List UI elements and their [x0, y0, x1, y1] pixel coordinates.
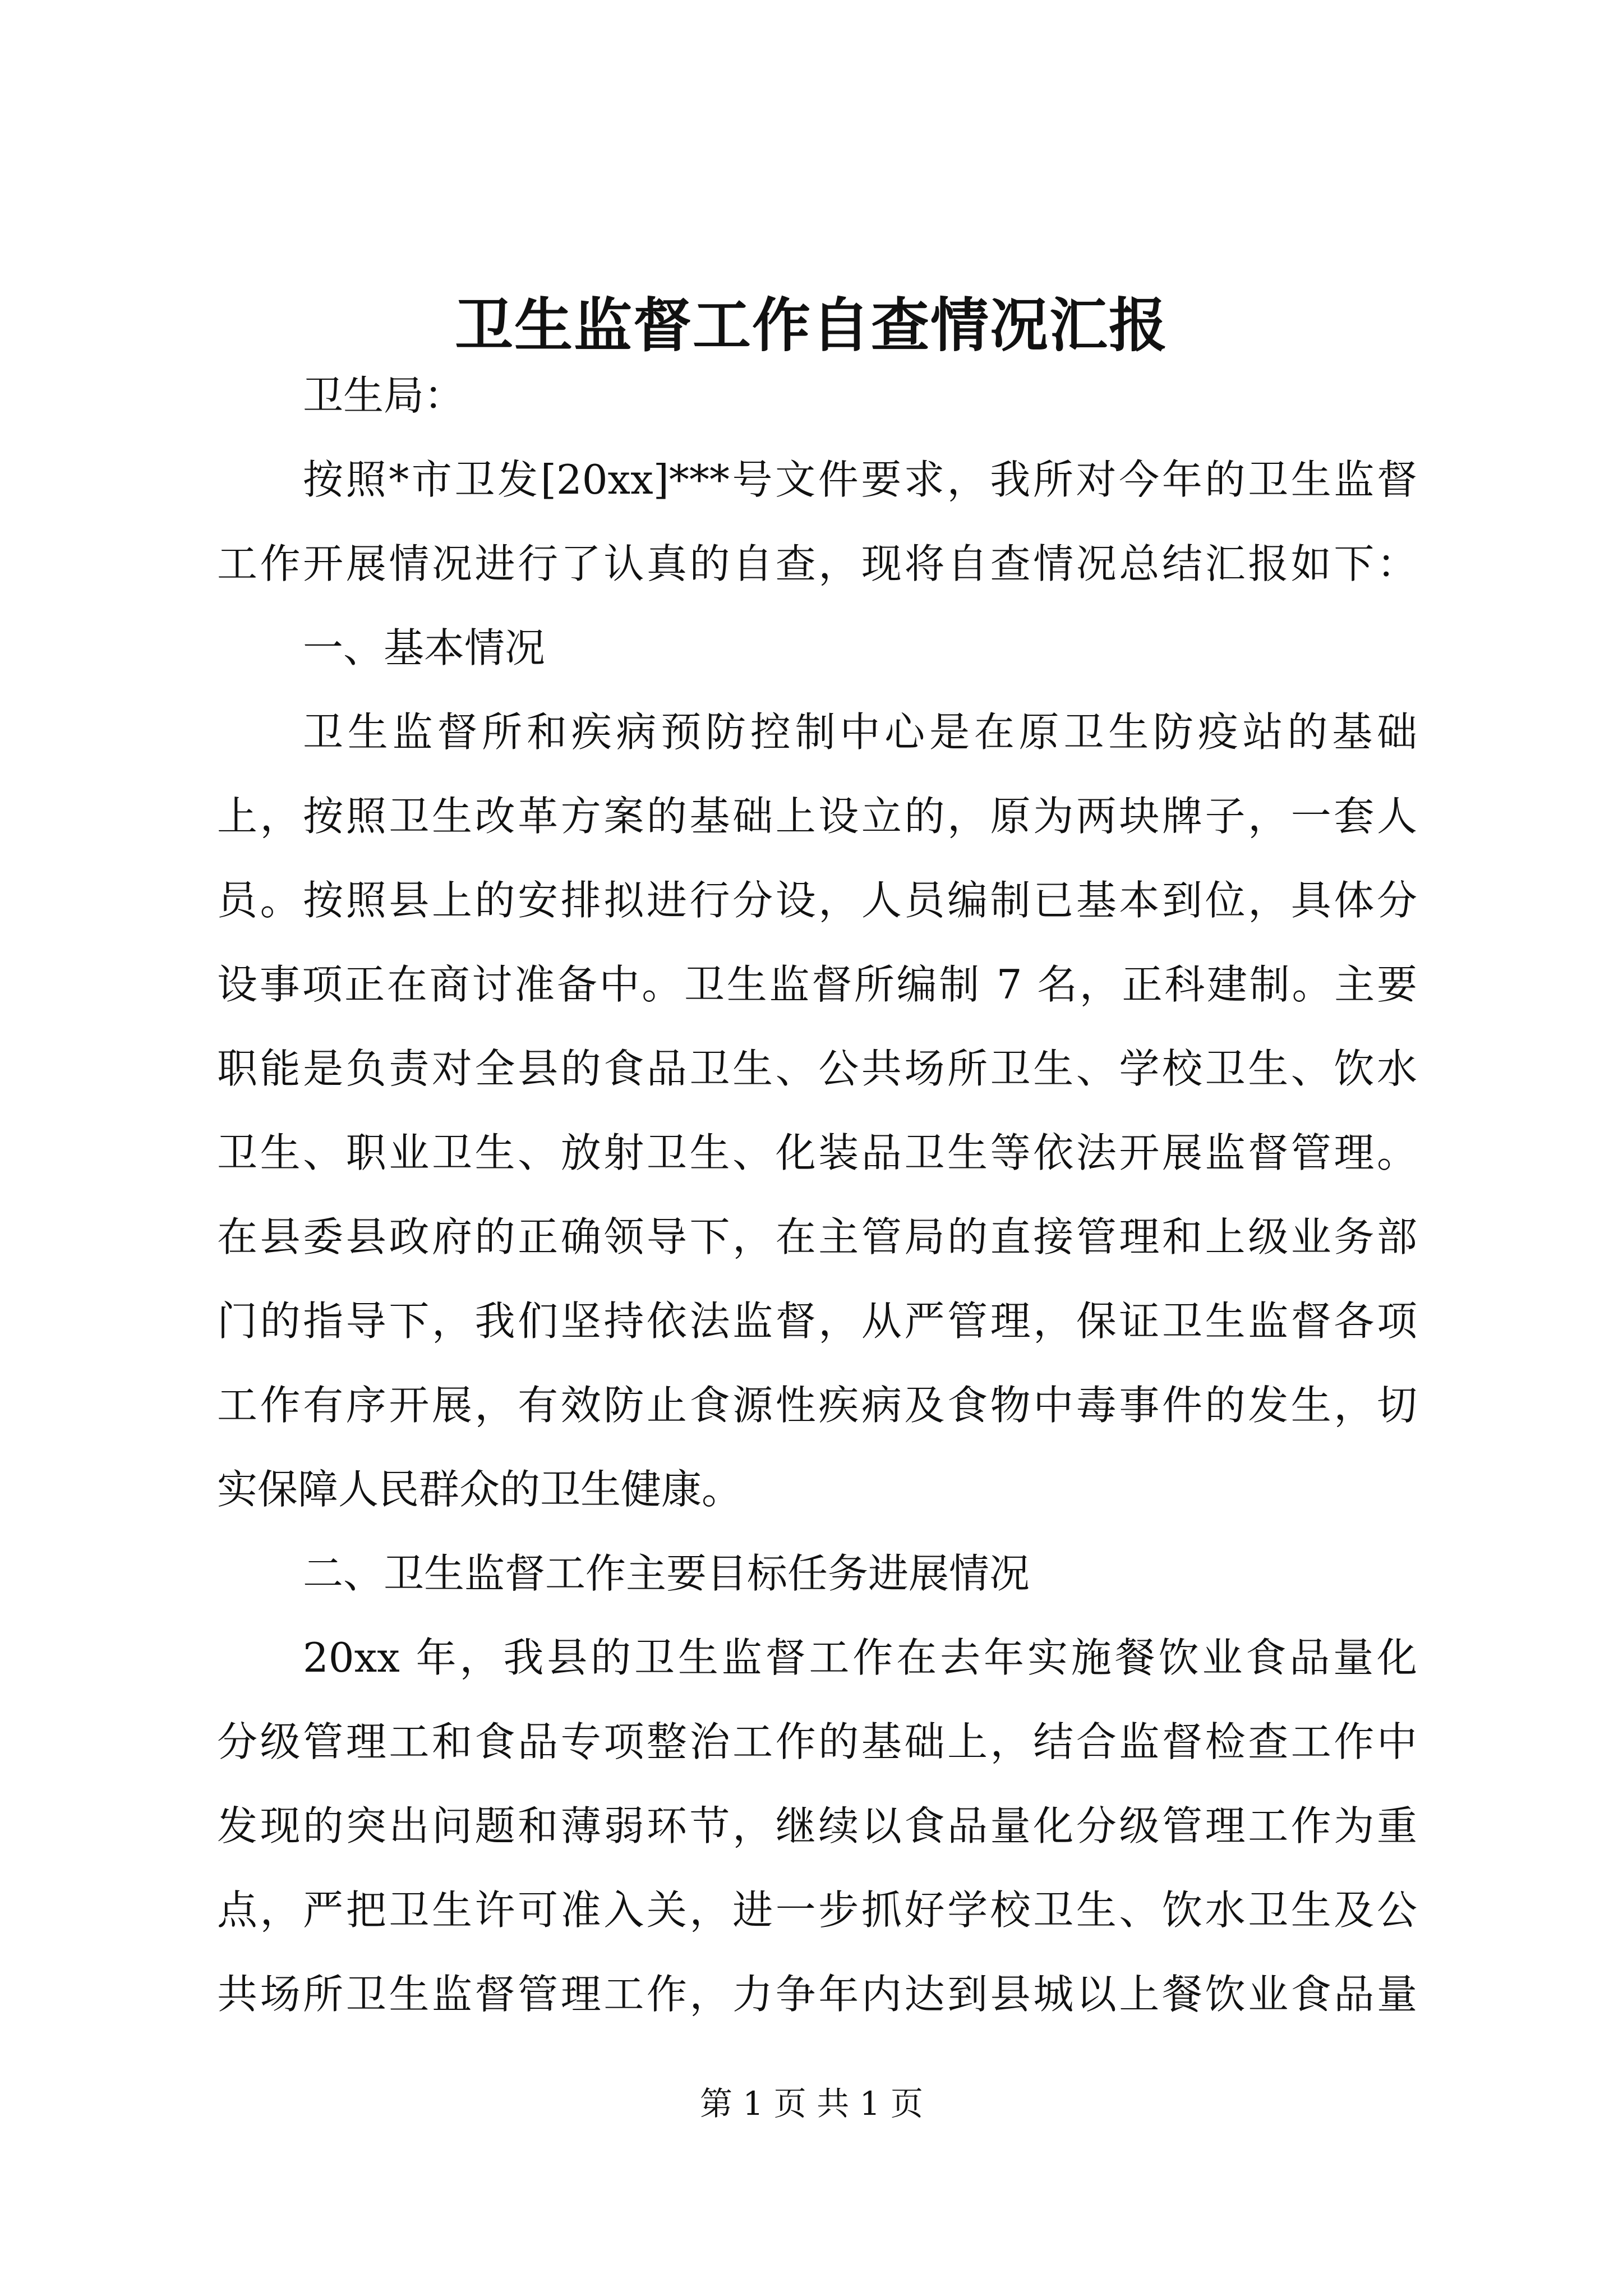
page-footer: 第 1 页 共 1 页: [700, 2085, 923, 2123]
section-heading-1: 一、基本情况: [303, 624, 546, 671]
body-line: 工作有序开展，有效防止食源性疾病及食物中毒事件的发生，切: [217, 1382, 1417, 1429]
body-line: 职能是负责对全县的食品卫生、公共场所卫生、学校卫生、饮水: [217, 1045, 1417, 1092]
body-line: 按照*市卫发[20xx]***号文件要求，我所对今年的卫生监督: [303, 456, 1417, 503]
body-line: 卫生、职业卫生、放射卫生、化装品卫生等依法开展监督管理。: [217, 1129, 1417, 1176]
body-line: 员。按照县上的安排拟进行分设，人员编制已基本到位，具体分: [217, 877, 1417, 924]
body-line: 上，按照卫生改革方案的基础上设立的，原为两块牌子，一套人: [217, 793, 1417, 840]
body-line: 设事项正在商讨准备中。卫生监督所编制 7 名，正科建制。主要: [217, 961, 1417, 1008]
body-line: 卫生监督所和疾病预防控制中心是在原卫生防疫站的基础: [303, 708, 1417, 756]
body-line: 分级管理工和食品专项整治工作的基础上，结合监督检查工作中: [217, 1718, 1417, 1765]
body-line: 工作开展情况进行了认真的自查，现将自查情况总结汇报如下：: [217, 540, 1417, 587]
body-line: 实保障人民群众的卫生健康。: [217, 1466, 743, 1513]
document-title: 卫生监督工作自查情况汇报: [454, 291, 1168, 360]
body-line: 门的指导下，我们坚持依法监督，从严管理，保证卫生监督各项: [217, 1297, 1417, 1345]
body-line: 在县委县政府的正确领导下，在主管局的直接管理和上级业务部: [217, 1213, 1417, 1260]
section-heading-2: 二、卫生监督工作主要目标任务进展情况: [303, 1550, 1030, 1597]
body-line: 发现的突出问题和薄弱环节，继续以食品量化分级管理工作为重: [217, 1802, 1417, 1849]
body-line: 20xx 年，我县的卫生监督工作在去年实施餐饮业食品量化: [303, 1634, 1417, 1681]
body-line: 点，严把卫生许可准入关，进一步抓好学校卫生、饮水卫生及公: [217, 1887, 1417, 1934]
salutation-line: 卫生局：: [303, 372, 465, 419]
body-line: 共场所卫生监督管理工作，力争年内达到县城以上餐饮业食品量: [217, 1971, 1417, 2018]
